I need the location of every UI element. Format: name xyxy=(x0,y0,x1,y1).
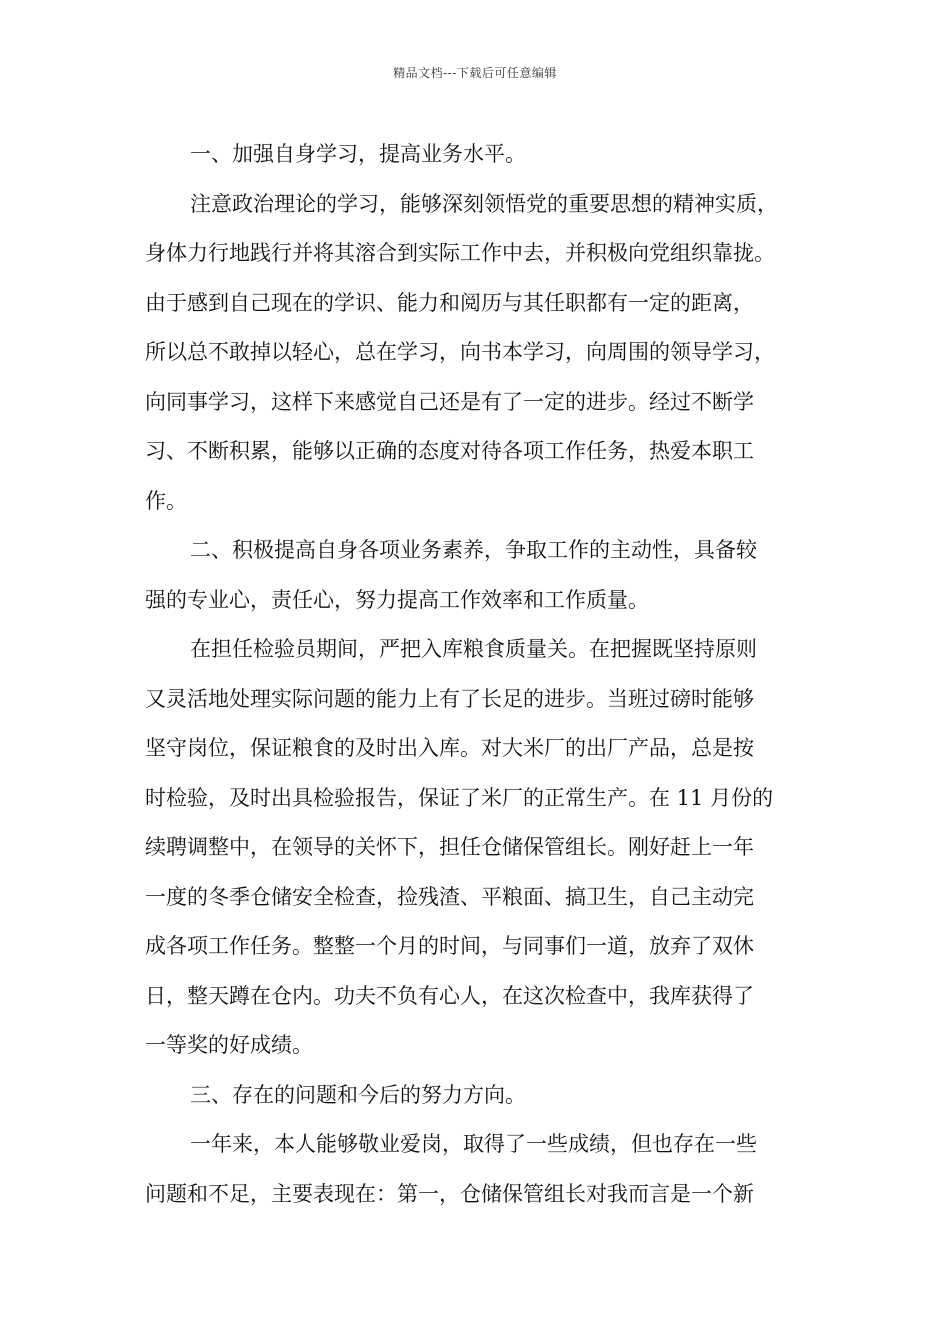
text-line: 一年来，本人能够敬业爱岗，取得了一些成绩，但也存在一些 xyxy=(190,1132,757,1156)
text-line: 又灵活地处理实际问题的能力上有了长足的进步。当班过磅时能够 xyxy=(145,686,754,711)
text-line: 由于感到自己现在的学识、能力和阅历与其任职都有一定的距离， xyxy=(145,290,754,315)
text-line: 身体力行地践行并将其溶合到实际工作中去，并积极向党组织靠拢。 xyxy=(145,241,775,265)
text-line: 三、存在的问题和今后的努力方向。 xyxy=(190,1082,526,1107)
text-line: 注意政治理论的学习，能够深刻领悟党的重要思想的精神实质， xyxy=(190,191,778,216)
text-line: 一度的冬季仓储安全检查，捡残渣、平粮面、搞卫生，自己主动完 xyxy=(145,884,754,909)
text-line: 强的专业心，责任心，努力提高工作效率和工作质量。 xyxy=(145,587,649,612)
text-line: 成各项工作任务。整整一个月的时间，与同事们一道，放弃了双休 xyxy=(145,934,754,958)
text-line: 日，整天蹲在仓内。功夫不负有心人，在这次检查中，我库获得了 xyxy=(145,983,754,1008)
document-body xyxy=(145,130,813,1219)
text-line: 二、积极提高自身各项业务素养，争取工作的主动性，具备较 xyxy=(190,538,757,562)
text-line: 向同事学习，这样下来感觉自己还是有了一定的进步。经过不断学 xyxy=(145,389,754,414)
text-line: 一等奖的好成绩。 xyxy=(145,1033,313,1057)
text-line: 所以总不敢掉以轻心，总在学习，向书本学习，向周围的领导学习， xyxy=(145,340,775,364)
text-line: 习、不断积累，能够以正确的态度对待各项工作任务，热爱本职工 xyxy=(145,439,754,463)
text-line: 坚守岗位，保证粮食的及时出入库。对大米厂的出厂产品，总是按 xyxy=(145,736,754,760)
text-line: 作。 xyxy=(145,488,187,513)
text-line: 时检验，及时出具检验报告，保证了米厂的正常生产。在 11 月份的 xyxy=(145,785,774,810)
page-header: 精品文档---下载后可任意编辑 xyxy=(393,66,557,80)
text-line: 在担任检验员期间，严把入库粮食质量关。在把握既坚持原则 xyxy=(190,637,757,661)
text-line: 一、加强自身学习，提高业务水平。 xyxy=(190,142,526,166)
text-line: 续聘调整中，在领导的关怀下，担任仓储保管组长。刚好赶上一年 xyxy=(145,835,754,859)
text-line: 问题和不足，主要表现在：第一，仓储保管组长对我而言是一个新 xyxy=(145,1181,754,1206)
